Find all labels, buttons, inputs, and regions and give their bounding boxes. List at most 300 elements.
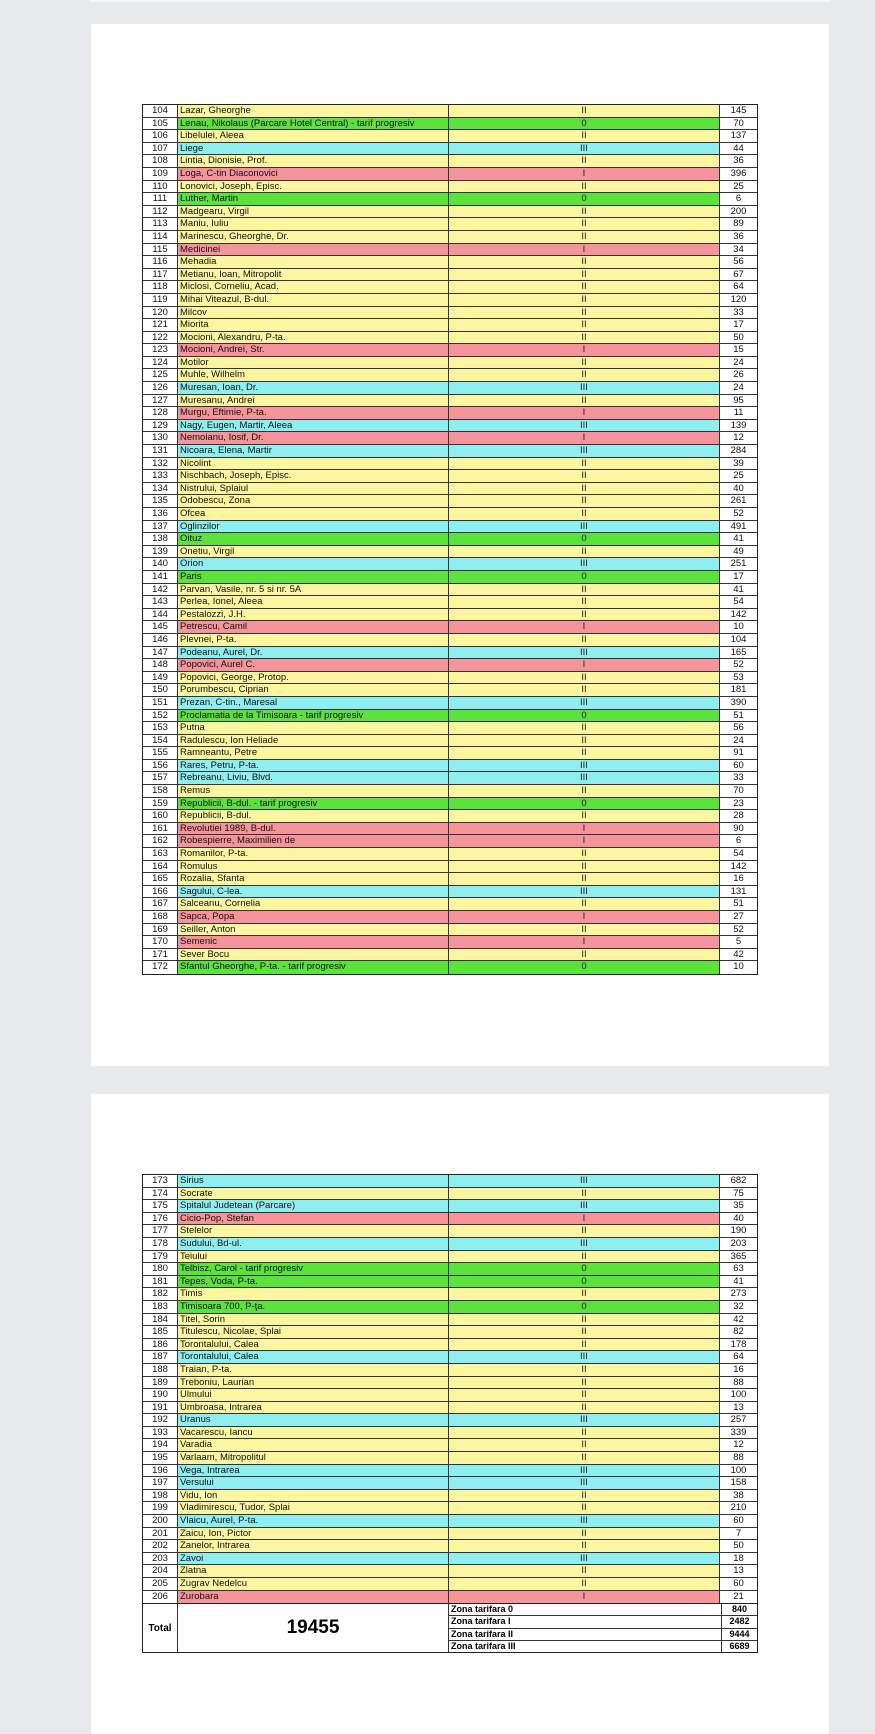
row-number: 163: [143, 848, 178, 860]
row-number: 195: [143, 1452, 178, 1464]
parking-spaces: 88: [720, 1377, 757, 1389]
row-number: 150: [143, 684, 178, 696]
tariff-zone: II: [449, 1502, 720, 1514]
street-name: Orion: [178, 558, 449, 570]
row-number: 139: [143, 546, 178, 558]
street-name: Zaicu, Ion, Pictor: [178, 1528, 449, 1540]
tariff-zone: II: [449, 483, 720, 495]
parking-table-part-1: [142, 104, 758, 975]
street-name: Telbisz, Carol - tarif progresiv: [178, 1263, 449, 1275]
table-row: [143, 1389, 757, 1402]
table-row: [143, 772, 757, 785]
table-row: [143, 231, 757, 244]
row-number: 124: [143, 357, 178, 369]
street-name: Timis: [178, 1288, 449, 1300]
street-name: Prezan, C-tin., Maresal: [178, 697, 449, 709]
zone-totals: [449, 1604, 757, 1652]
table-row: [143, 546, 757, 559]
table-row: [143, 218, 757, 231]
row-number: 178: [143, 1238, 178, 1250]
street-name: Republicii, B-dul.: [178, 810, 449, 822]
row-number: 140: [143, 558, 178, 570]
table-row: [143, 1200, 757, 1213]
zone-total-value: 9444: [729, 1628, 750, 1639]
tariff-zone: III: [449, 1465, 720, 1477]
row-number: 190: [143, 1389, 178, 1401]
street-name: Oituz: [178, 533, 449, 545]
parking-spaces: 390: [720, 697, 757, 709]
table-row: [143, 407, 757, 420]
street-name: Varadia: [178, 1439, 449, 1451]
row-number: 185: [143, 1326, 178, 1338]
parking-spaces: 7: [720, 1528, 757, 1540]
street-name: Nemoianu, Iosif, Dr.: [178, 432, 449, 444]
table-row: [143, 1591, 757, 1604]
table-row: [143, 1314, 757, 1327]
table-row: [143, 810, 757, 823]
street-name: Umbroasa, Intrarea: [178, 1402, 449, 1414]
street-name: Lenau, Nikolaus (Parcare Hotel Central) - tarif progresiv: [178, 118, 449, 130]
parking-spaces: 28: [720, 810, 757, 822]
table-row: [143, 357, 757, 370]
tariff-zone: II: [449, 470, 720, 482]
zone-total-label: Zona tarifara III: [449, 1641, 722, 1652]
table-row: [143, 861, 757, 874]
street-name: Parvan, Vasile, nr. 5 si nr. 5A: [178, 584, 449, 596]
parking-spaces: 23: [720, 798, 757, 810]
row-number: 123: [143, 344, 178, 356]
street-name: Traian, P-ta.: [178, 1364, 449, 1376]
row-number: 138: [143, 533, 178, 545]
tariff-zone: II: [449, 256, 720, 268]
row-number: 177: [143, 1225, 178, 1237]
parking-spaces: 51: [720, 710, 757, 722]
tariff-zone: II: [449, 596, 720, 608]
table-row: [143, 1351, 757, 1364]
street-name: Sudului, Bd-ul.: [178, 1238, 449, 1250]
tariff-zone: II: [449, 369, 720, 381]
tariff-zone: III: [449, 647, 720, 659]
parking-spaces: 50: [720, 1540, 757, 1552]
table-row: [143, 584, 757, 597]
parking-spaces: 89: [720, 218, 757, 230]
tariff-zone: II: [449, 1225, 720, 1237]
table-row: [143, 521, 757, 534]
table-row: [143, 911, 757, 924]
parking-spaces: 284: [720, 445, 757, 457]
street-name: Nicolint: [178, 458, 449, 470]
parking-spaces: 100: [720, 1389, 757, 1401]
row-number: 206: [143, 1591, 178, 1604]
tariff-zone: II: [449, 332, 720, 344]
street-name: Sever Bocu: [178, 949, 449, 961]
zone-total-row: [449, 1604, 757, 1616]
row-number: 189: [143, 1377, 178, 1389]
table-row: [143, 659, 757, 672]
street-name: Ulmului: [178, 1389, 449, 1401]
tariff-zone: II: [449, 508, 720, 520]
row-number: 199: [143, 1502, 178, 1514]
parking-spaces: 44: [720, 143, 757, 155]
row-number: 141: [143, 571, 178, 583]
parking-spaces: 12: [720, 432, 757, 444]
street-name: Miclosi, Corneliu, Acad.: [178, 281, 449, 293]
parking-spaces: 100: [720, 1465, 757, 1477]
row-number: 182: [143, 1288, 178, 1300]
table-row: [143, 835, 757, 848]
row-number: 146: [143, 634, 178, 646]
parking-spaces: 41: [720, 1276, 757, 1288]
row-number: 161: [143, 823, 178, 835]
row-number: 122: [143, 332, 178, 344]
street-name: Stelelor: [178, 1225, 449, 1237]
street-name: Paris: [178, 571, 449, 583]
row-number: 130: [143, 432, 178, 444]
total-value: 19455: [178, 1604, 449, 1652]
tariff-zone: 0: [449, 798, 720, 810]
row-number: 110: [143, 181, 178, 193]
tariff-zone: 0: [449, 1263, 720, 1275]
street-name: Maniu, Iuliu: [178, 218, 449, 230]
street-name: Semenic: [178, 936, 449, 948]
row-number: 117: [143, 269, 178, 281]
tariff-zone: 0: [449, 1276, 720, 1288]
table-row: [143, 470, 757, 483]
row-number: 170: [143, 936, 178, 948]
table-row: [143, 256, 757, 269]
table-row: [143, 1213, 757, 1226]
tariff-zone: II: [449, 924, 720, 936]
parking-spaces: 190: [720, 1225, 757, 1237]
parking-spaces: 82: [720, 1326, 757, 1338]
table-row: [143, 1465, 757, 1478]
street-name: Robespierre, Maximilien de: [178, 835, 449, 847]
street-name: Zugrav Nedelcu: [178, 1578, 449, 1590]
parking-spaces: 32: [720, 1301, 757, 1313]
street-name: Titel, Sorin: [178, 1314, 449, 1326]
street-name: Vidu, Ion: [178, 1490, 449, 1502]
street-name: Onetiu, Virgil: [178, 546, 449, 558]
street-name: Proclamatia de la Timisoara - tarif progresiv: [178, 710, 449, 722]
tariff-zone: I: [449, 1213, 720, 1225]
street-name: Nischbach, Joseph, Episc.: [178, 470, 449, 482]
street-name: Lonovici, Joseph, Episc.: [178, 181, 449, 193]
row-number: 145: [143, 621, 178, 633]
parking-spaces: 33: [720, 772, 757, 784]
tariff-zone: II: [449, 735, 720, 747]
street-name: Mocioni, Andrei, Str.: [178, 344, 449, 356]
table-row: [143, 1515, 757, 1528]
table-row: [143, 445, 757, 458]
tariff-zone: II: [449, 1439, 720, 1451]
parking-spaces: 120: [720, 294, 757, 306]
table-row: [143, 1540, 757, 1553]
tariff-zone: III: [449, 1175, 720, 1187]
street-name: Romanilor, P-ta.: [178, 848, 449, 860]
street-name: Titulescu, Nicolae, Splai: [178, 1326, 449, 1338]
street-name: Remus: [178, 785, 449, 797]
street-name: Torontalului, Calea: [178, 1351, 449, 1363]
tariff-zone: 0: [449, 193, 720, 205]
table-row: [143, 1578, 757, 1591]
tariff-zone: II: [449, 1528, 720, 1540]
parking-spaces: 42: [720, 949, 757, 961]
tariff-zone: II: [449, 873, 720, 885]
tariff-zone: III: [449, 1238, 720, 1250]
parking-spaces: 56: [720, 256, 757, 268]
street-name: Lintia, Dionisie, Prof.: [178, 155, 449, 167]
parking-spaces: 39: [720, 458, 757, 470]
tariff-zone: II: [449, 1540, 720, 1552]
street-name: Cicio-Pop, Stefan: [178, 1213, 449, 1225]
parking-spaces: 56: [720, 722, 757, 734]
tariff-zone: II: [449, 1188, 720, 1200]
tariff-zone: I: [449, 936, 720, 948]
parking-spaces: 203: [720, 1238, 757, 1250]
parking-spaces: 50: [720, 332, 757, 344]
row-number: 133: [143, 470, 178, 482]
table-row: [143, 1477, 757, 1490]
parking-table-part-2: [142, 1174, 758, 1653]
street-name: Luther, Martin: [178, 193, 449, 205]
tariff-zone: I: [449, 344, 720, 356]
row-number: 155: [143, 747, 178, 759]
row-number: 162: [143, 835, 178, 847]
parking-spaces: 139: [720, 420, 757, 432]
row-number: 107: [143, 143, 178, 155]
tariff-zone: III: [449, 445, 720, 457]
parking-spaces: 52: [720, 659, 757, 671]
table-row: [143, 634, 757, 647]
table-row: [143, 558, 757, 571]
tariff-zone: II: [449, 307, 720, 319]
row-number: 191: [143, 1402, 178, 1414]
parking-spaces: 131: [720, 886, 757, 898]
tariff-zone: II: [449, 1326, 720, 1338]
row-number: 160: [143, 810, 178, 822]
parking-spaces: 142: [720, 609, 757, 621]
table-row: [143, 458, 757, 471]
table-row: [143, 1565, 757, 1578]
table-row: [143, 886, 757, 899]
parking-spaces: 365: [720, 1251, 757, 1263]
document-page-1: [91, 24, 829, 1066]
parking-spaces: 90: [720, 823, 757, 835]
table-row: [143, 760, 757, 773]
parking-spaces: 52: [720, 508, 757, 520]
table-row: [143, 785, 757, 798]
tariff-zone: II: [449, 898, 720, 910]
table-row: [143, 319, 757, 332]
tariff-zone: III: [449, 558, 720, 570]
street-name: Nagy, Eugen, Martir, Aleea: [178, 420, 449, 432]
table-row: [143, 898, 757, 911]
table-row: [143, 307, 757, 320]
parking-spaces: 396: [720, 168, 757, 180]
tariff-zone: III: [449, 521, 720, 533]
tariff-zone: II: [449, 810, 720, 822]
row-number: 113: [143, 218, 178, 230]
table-row: [143, 1490, 757, 1503]
table-row: [143, 181, 757, 194]
row-number: 109: [143, 168, 178, 180]
row-number: 119: [143, 294, 178, 306]
tariff-zone: II: [449, 1402, 720, 1414]
table-row: [143, 1427, 757, 1440]
parking-spaces: 273: [720, 1288, 757, 1300]
row-number: 188: [143, 1364, 178, 1376]
row-number: 152: [143, 710, 178, 722]
street-name: Podeanu, Aurel, Dr.: [178, 647, 449, 659]
tariff-zone: I: [449, 432, 720, 444]
street-name: Milcov: [178, 307, 449, 319]
row-number: 137: [143, 521, 178, 533]
row-number: 174: [143, 1188, 178, 1200]
row-number: 179: [143, 1251, 178, 1263]
street-name: Oglinzilor: [178, 521, 449, 533]
parking-spaces: 10: [720, 621, 757, 633]
row-number: 154: [143, 735, 178, 747]
row-number: 158: [143, 785, 178, 797]
row-number: 172: [143, 961, 178, 974]
total-label: Total: [143, 1604, 178, 1652]
parking-spaces: 26: [720, 369, 757, 381]
tariff-zone: III: [449, 1515, 720, 1527]
table-row: [143, 1414, 757, 1427]
street-name: Salceanu, Cornelia: [178, 898, 449, 910]
parking-spaces: 75: [720, 1188, 757, 1200]
table-row: [143, 848, 757, 861]
parking-spaces: 24: [720, 382, 757, 394]
parking-spaces: 15: [720, 344, 757, 356]
row-number: 203: [143, 1553, 178, 1565]
row-number: 118: [143, 281, 178, 293]
parking-spaces: 178: [720, 1339, 757, 1351]
street-name: Rares, Petru, P-ta.: [178, 760, 449, 772]
parking-spaces: 52: [720, 924, 757, 936]
tariff-zone: II: [449, 1490, 720, 1502]
parking-spaces: 165: [720, 647, 757, 659]
parking-spaces: 34: [720, 244, 757, 256]
table-row: [143, 961, 757, 974]
zone-total-label: Zona tarifara II: [449, 1629, 722, 1640]
tariff-zone: III: [449, 760, 720, 772]
tariff-zone: II: [449, 722, 720, 734]
row-number: 164: [143, 861, 178, 873]
table-row: [143, 206, 757, 219]
street-name: Petrescu, Camil: [178, 621, 449, 633]
table-row: [143, 1263, 757, 1276]
row-number: 120: [143, 307, 178, 319]
parking-spaces: 35: [720, 1200, 757, 1212]
row-number: 196: [143, 1465, 178, 1477]
table-row: [143, 1364, 757, 1377]
table-row: [143, 722, 757, 735]
row-number: 205: [143, 1578, 178, 1590]
tariff-zone: III: [449, 1414, 720, 1426]
street-name: Zanelor, Intrarea: [178, 1540, 449, 1552]
street-name: Madgearu, Virgil: [178, 206, 449, 218]
street-name: Spitalul Judetean (Parcare): [178, 1200, 449, 1212]
street-name: Republicii, B-dul. - tarif progresiv: [178, 798, 449, 810]
tariff-zone: II: [449, 130, 720, 142]
row-number: 132: [143, 458, 178, 470]
street-name: Uranus: [178, 1414, 449, 1426]
parking-spaces: 70: [720, 118, 757, 130]
row-number: 186: [143, 1339, 178, 1351]
street-name: Socrate: [178, 1188, 449, 1200]
zone-total-value: 840: [731, 1604, 748, 1615]
tariff-zone: II: [449, 861, 720, 873]
table-row: [143, 332, 757, 345]
tariff-zone: II: [449, 1364, 720, 1376]
street-name: Perlea, Ionel, Aleea: [178, 596, 449, 608]
tariff-zone: II: [449, 1452, 720, 1464]
table-row: [143, 420, 757, 433]
tariff-zone: III: [449, 382, 720, 394]
table-row: [143, 1402, 757, 1415]
parking-spaces: 491: [720, 521, 757, 533]
tariff-zone: II: [449, 747, 720, 759]
row-number: 108: [143, 155, 178, 167]
row-number: 156: [143, 760, 178, 772]
tariff-zone: II: [449, 181, 720, 193]
parking-spaces: 27: [720, 911, 757, 923]
table-row: [143, 647, 757, 660]
total-block: [143, 1603, 757, 1652]
tariff-zone: I: [449, 835, 720, 847]
row-number: 106: [143, 130, 178, 142]
tariff-zone: II: [449, 1251, 720, 1263]
table-row: [143, 269, 757, 282]
tariff-zone: III: [449, 1477, 720, 1489]
tariff-zone: II: [449, 206, 720, 218]
table-row: [143, 1288, 757, 1301]
tariff-zone: II: [449, 105, 720, 117]
table-row: [143, 609, 757, 622]
row-number: 166: [143, 886, 178, 898]
street-name: Torontalului, Calea: [178, 1339, 449, 1351]
table-row: [143, 168, 757, 181]
table-row: [143, 735, 757, 748]
table-row: [143, 1326, 757, 1339]
zone-total-value: 6689: [729, 1640, 750, 1651]
tariff-zone: 0: [449, 118, 720, 130]
street-name: Rebreanu, Liviu, Blvd.: [178, 772, 449, 784]
tariff-zone: II: [449, 1339, 720, 1351]
street-name: Vlaicu, Aurel, P-ta.: [178, 1515, 449, 1527]
table-row: [143, 571, 757, 584]
street-name: Ofcea: [178, 508, 449, 520]
row-number: 165: [143, 873, 178, 885]
table-row: [143, 294, 757, 307]
tariff-zone: III: [449, 697, 720, 709]
street-name: Odobescu, Zona: [178, 495, 449, 507]
street-name: Medicinei: [178, 244, 449, 256]
row-number: 112: [143, 206, 178, 218]
zone-total-row: [449, 1629, 757, 1641]
parking-spaces: 257: [720, 1414, 757, 1426]
parking-spaces: 17: [720, 571, 757, 583]
street-name: Sagului, C-lea.: [178, 886, 449, 898]
street-name: Marinescu, Gheorghe, Dr.: [178, 231, 449, 243]
street-name: Revolutiei 1989, B-dul.: [178, 823, 449, 835]
tariff-zone: II: [449, 319, 720, 331]
row-number: 111: [143, 193, 178, 205]
street-name: Liege: [178, 143, 449, 155]
tariff-zone: I: [449, 407, 720, 419]
table-row: [143, 143, 757, 156]
